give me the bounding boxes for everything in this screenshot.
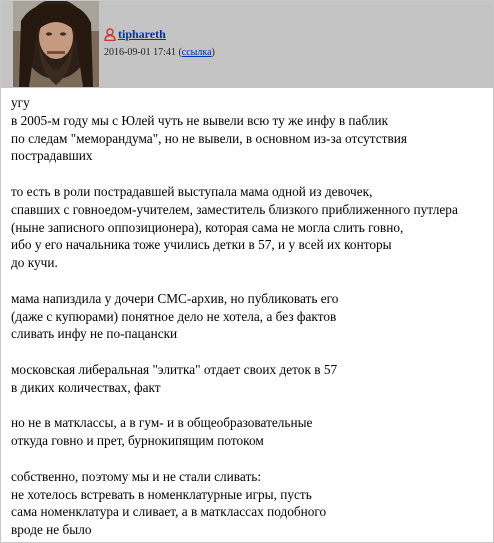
comment-text-line: откуда говно и прет, бурнокипящим потоком (11, 433, 264, 449)
comment-text-line: то есть в роли пострадавшей выступала мама одной из девочек, (11, 183, 373, 199)
comment-text-line: в 2005-м году мы с Юлей чуть не вывели всю ту же инфу в паблик (11, 112, 389, 128)
comment-text-line: (ныне записного оппозиционера), которая сама не могла слить говно, (11, 219, 404, 235)
comment-text-line: (даже с купюрами) понятное дело не хотела, а без фактов (11, 308, 337, 324)
permalink[interactable]: ссылка (181, 47, 212, 58)
comment-text-line: вроде не было (11, 522, 92, 538)
comment-text-line: в диких количествах, факт (11, 379, 161, 395)
comment-body (11, 94, 489, 539)
comment-meta (104, 47, 215, 59)
comment-text-line: пострадавших (11, 148, 93, 164)
link-paren-open: ( (178, 47, 182, 58)
user-line (104, 27, 166, 41)
paragraph-gap (11, 272, 489, 290)
comment-text-line: ибо у его начальника тоже учились детки в 57, и у всей их конторы (11, 237, 392, 253)
user-icon (104, 28, 116, 41)
comment-text-line: по следам "меморандума", но не вывели, в основном из-за отсутствия (11, 130, 407, 146)
comment-text-line: угу (11, 95, 30, 110)
timestamp: 2016-09-01 17:41 (104, 47, 176, 58)
comment-header (1, 1, 493, 88)
avatar[interactable] (13, 1, 99, 87)
avatar-image (13, 1, 99, 87)
paragraph-gap (11, 343, 489, 361)
paragraph-gap (11, 165, 489, 183)
comment-text-line: мама напиздила у дочери СМС-архив, но публиковать его (11, 290, 339, 306)
comment-text-line: сама номенклатура и сливает, а в матклассах подобного (11, 504, 327, 520)
link-paren-close: ) (211, 47, 215, 58)
comment-text-line: не хотелось встревать в номенклатурные игры, пусть (11, 486, 312, 502)
username-link[interactable]: tiphareth (118, 27, 166, 41)
comment-text-line: собственно, поэтому мы и не стали сливать: (11, 468, 262, 484)
comment-text-line: спавших с говноедом-учителем, заместитель близкого приближенного путлера (11, 201, 458, 217)
comment-text-line: сливать инфу не по-пацански (11, 326, 178, 342)
comment-text-line: но не в матклассы, а в гум- и в общеобразовательные (11, 415, 313, 431)
paragraph-gap (11, 450, 489, 468)
comment-text-line: московская либеральная "элитка" отдает своих деток в 57 (11, 361, 338, 377)
paragraph-gap (11, 397, 489, 415)
comment-text-line: до кучи. (11, 255, 58, 271)
